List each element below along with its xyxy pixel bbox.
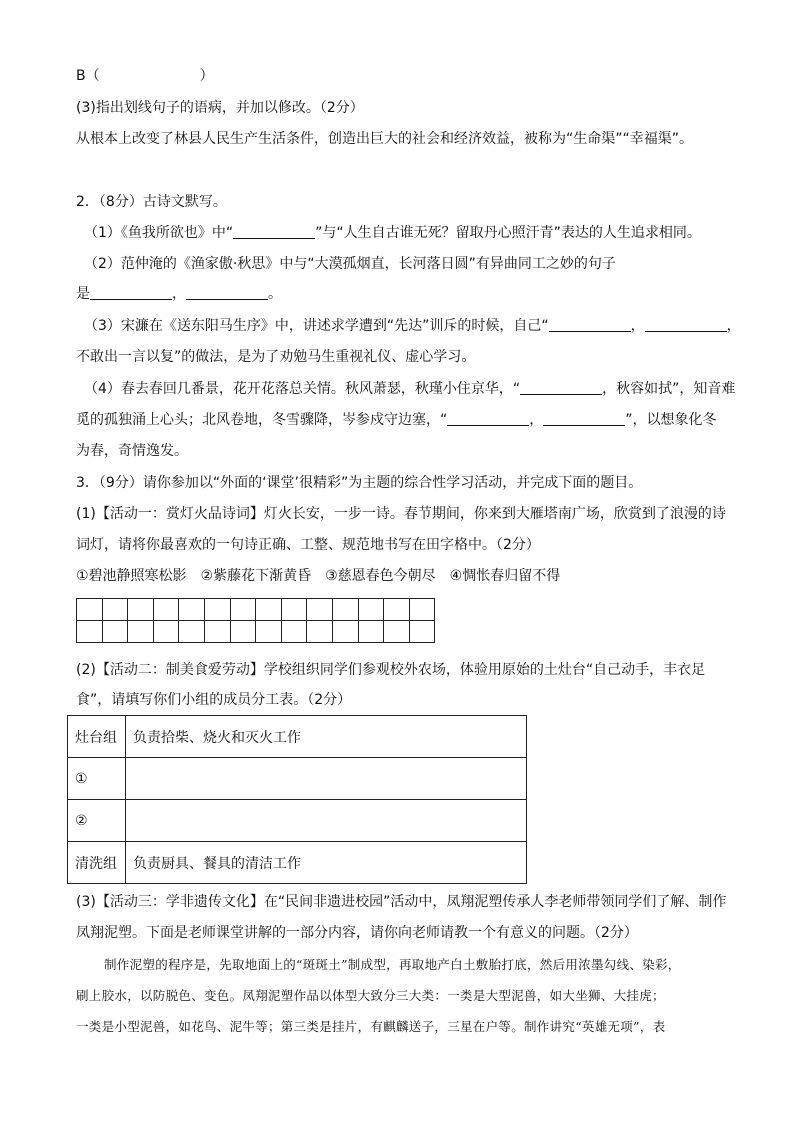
grid-cell[interactable] bbox=[77, 599, 103, 621]
table-cell-task-input[interactable] bbox=[126, 758, 527, 800]
q3-title: 3．（9分）请你参加以“外面的‘课堂’很精彩”为主题的综合性学习活动，并完成下面的题目。 bbox=[76, 475, 643, 491]
grid-cell[interactable] bbox=[128, 599, 154, 621]
grid-cell[interactable] bbox=[281, 621, 307, 643]
q3-3-sentence: 从根本上改变了林县人民生产生活条件，创造出巨大的社会和经济效益，被称为“生命渠”“幸福渠”。 bbox=[76, 131, 694, 147]
answer-b-blank[interactable] bbox=[100, 68, 200, 82]
grid-cell[interactable] bbox=[358, 621, 384, 643]
q3-1-line-a: (1)【活动一：赏灯火品诗词】灯火长安，一步一诗。春节期间，你来到大雁塔南广场，欣赏到了浪漫的诗 bbox=[76, 506, 726, 522]
table-cell-group: 清洗组 bbox=[68, 842, 126, 884]
table-cell-group: ② bbox=[68, 800, 126, 842]
q2-4-blank-2[interactable] bbox=[447, 411, 529, 426]
grid-cell[interactable] bbox=[179, 621, 205, 643]
table-cell-task: 负责拾柴、烧火和灭火工作 bbox=[126, 716, 527, 758]
q2-3-line-b: 不敢出一言以复”的做法，是为了劝勉马生重视礼仪、虚心学习。 bbox=[76, 349, 476, 365]
table-cell-task-input[interactable] bbox=[126, 800, 527, 842]
q3-3-line-b: 凤翔泥塑。下面是老师课堂讲解的一部分内容，请你向老师请教一个有意义的问题。（2分） bbox=[76, 925, 638, 941]
q2-2-text-b: 是 bbox=[76, 286, 90, 302]
grid-cell[interactable] bbox=[281, 599, 307, 621]
q2-2-blank-1[interactable] bbox=[90, 285, 172, 300]
q2-1-blank[interactable] bbox=[233, 224, 315, 239]
answer-b-prefix: B（ bbox=[76, 68, 100, 84]
q2-1-line bbox=[84, 223, 701, 243]
grid-cell[interactable] bbox=[128, 621, 154, 643]
q3-2-line-b: 食”，请填写你们小组的成员分工表。（2分） bbox=[76, 692, 352, 708]
q3-3-line-a: (3)【活动三：学非遗传文化】在“民间非遗进校园”活动中，凤翔泥塑传承人李老师带领同学们了解、制作 bbox=[76, 894, 727, 910]
tian-zi-grid[interactable] bbox=[76, 598, 435, 643]
table-cell-task: 负责厨具、餐具的清洁工作 bbox=[126, 842, 527, 884]
grid-cell[interactable] bbox=[332, 599, 358, 621]
grid-cell[interactable] bbox=[409, 599, 435, 621]
q2-2-comma: ， bbox=[172, 286, 186, 302]
q2-4-line-b bbox=[76, 410, 717, 430]
q2-4-line-a bbox=[84, 379, 735, 399]
passage-line-3: 一类是小型泥兽，如花鸟、泥牛等；第三类是挂片，有麒麟送子，三星在户等。制作讲究“英雄无项”，表 bbox=[76, 1019, 666, 1034]
table-cell-group: ① bbox=[68, 758, 126, 800]
grid-row bbox=[77, 621, 435, 643]
q2-3-line-a bbox=[84, 316, 741, 336]
table-row bbox=[68, 842, 527, 884]
q2-2-line-b bbox=[76, 284, 282, 304]
q2-title: 2．（8分）古诗文默写。 bbox=[76, 194, 227, 210]
grid-cell[interactable] bbox=[230, 621, 256, 643]
q2-4-blank-3[interactable] bbox=[543, 411, 625, 426]
table-cell-group: 灶台组 bbox=[68, 716, 126, 758]
grid-cell[interactable] bbox=[409, 621, 435, 643]
grid-cell[interactable] bbox=[179, 599, 205, 621]
grid-cell[interactable] bbox=[153, 599, 179, 621]
grid-cell[interactable] bbox=[204, 599, 230, 621]
grid-cell[interactable] bbox=[384, 599, 410, 621]
q2-3-comma: ， bbox=[630, 318, 645, 334]
q2-4-text-b: 觅的孤独涌上心头；北风卷地，冬雪骤降，岑参戍守边塞，“ bbox=[76, 412, 448, 428]
grid-cell[interactable] bbox=[256, 599, 282, 621]
grid-cell[interactable] bbox=[102, 621, 128, 643]
passage-line-1: 制作泥塑的程序是，先取地面上的“斑斑土”制成型，再取地产白土敷胎打底，然后用浓墨勾线、染彩， bbox=[104, 957, 681, 972]
q2-2-end: 。 bbox=[268, 286, 282, 302]
grid-cell[interactable] bbox=[332, 621, 358, 643]
table-row bbox=[68, 716, 527, 758]
q2-4-blank-1[interactable] bbox=[520, 380, 602, 395]
q2-3-blank-2[interactable] bbox=[645, 317, 727, 332]
grid-cell[interactable] bbox=[358, 599, 384, 621]
q2-4-text-b2: ”，以想象化冬 bbox=[625, 412, 717, 428]
q3-1-options: ①碧池静照寒松影 ②紫藤花下渐黄昏 ③慈恩春色今朝尽 ④惆怅春归留不得 bbox=[76, 568, 561, 584]
q3-2-line-a: (2)【活动二：制美食爱劳动】学校组织同学们参观校外农场，体验用原始的土灶台“自己动手，丰衣足 bbox=[76, 662, 706, 678]
q2-4-text-a: （4）春去春回几番景，花开花落总关情。秋风萧瑟，秋瑾小住京华，“ bbox=[84, 381, 521, 397]
q3-1-line-b: 词灯，请将你最喜欢的一句诗正确、工整、规范地书写在田字格中。（2分） bbox=[76, 537, 540, 553]
answer-b-suffix: ） bbox=[199, 68, 214, 84]
grid-cell[interactable] bbox=[384, 621, 410, 643]
q2-2-line-a: （2）范仲淹的《渔家傲·秋思》中与“大漠孤烟直，长河落日圆”有异曲同工之妙的句子 bbox=[84, 256, 616, 272]
answer-b-line bbox=[76, 66, 214, 86]
grid-cell[interactable] bbox=[102, 599, 128, 621]
q2-4-text-a2: ，秋容如拭”，知音难 bbox=[602, 381, 736, 397]
grid-cell[interactable] bbox=[307, 621, 333, 643]
grid-cell[interactable] bbox=[230, 599, 256, 621]
table-row bbox=[68, 800, 527, 842]
grid-cell[interactable] bbox=[153, 621, 179, 643]
q2-4-comma: ， bbox=[529, 412, 544, 428]
q2-3-text-a: （3）宋濂在《送东阳马生序》中，讲述求学遭到“先达”训斥的时候，自己“ bbox=[84, 318, 549, 334]
division-table bbox=[67, 715, 527, 884]
grid-cell[interactable] bbox=[256, 621, 282, 643]
q2-4-line-c: 为春，奇情逸发。 bbox=[76, 443, 188, 459]
q2-1-text-b: ”与“人生自古谁无死？留取丹心照汗青”表达的人生追求相同。 bbox=[315, 225, 701, 241]
q3-3-instruction: (3)指出划线句子的语病，并加以修改。（2分） bbox=[76, 100, 364, 116]
table-row bbox=[68, 758, 527, 800]
q2-3-blank-1[interactable] bbox=[549, 317, 631, 332]
grid-cell[interactable] bbox=[77, 621, 103, 643]
grid-row bbox=[77, 599, 435, 621]
q2-1-text-a: （1）《鱼我所欲也》中“ bbox=[84, 225, 234, 241]
grid-cell[interactable] bbox=[307, 599, 333, 621]
q2-2-blank-2[interactable] bbox=[186, 285, 268, 300]
q2-3-comma-2: ， bbox=[726, 318, 741, 334]
passage-line-2: 刷上胶水，以防脱色、变色。凤翔泥塑作品以体型大致分三大类：一类是大型泥兽，如大坐狮、大挂虎； bbox=[76, 988, 665, 1003]
grid-cell[interactable] bbox=[204, 621, 230, 643]
